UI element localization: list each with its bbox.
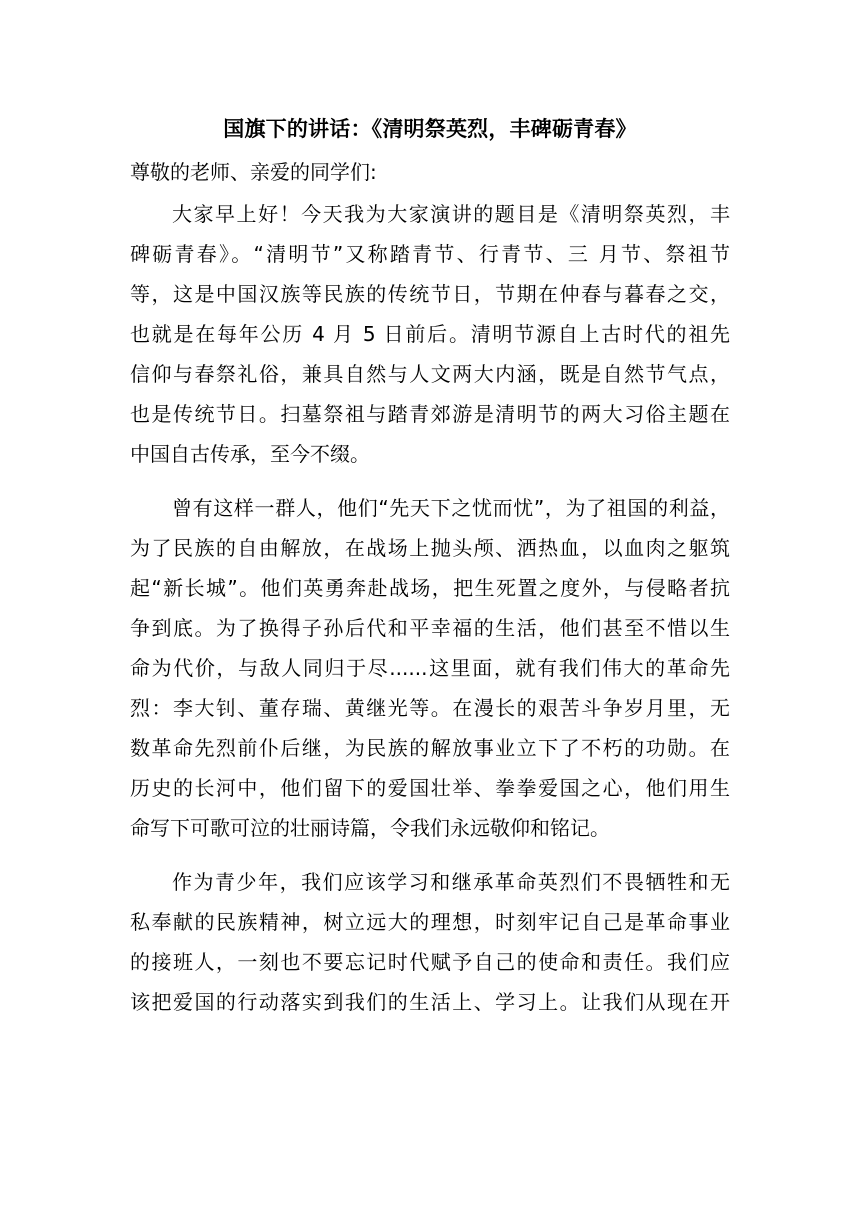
paragraph-line: 大家早上好！今天我为大家演讲的题目是《清明祭英烈，丰 xyxy=(172,202,730,226)
paragraph-line: 中国自古传承，至今不缀。 xyxy=(130,442,370,466)
paragraph-line: 争到底。为了换得子孙后代和平幸福的生活，他们甚至不惜以生 xyxy=(130,616,730,640)
paragraph-line: 碑砺青春》。“清明节”又称踏青节、行青节、三 月节、祭祖节 xyxy=(130,242,730,266)
paragraph-line: 烈：李大钊、董存瑞、黄继光等。在漫长的艰苦斗争岁月里，无 xyxy=(130,696,730,720)
paragraph-line: 私奉献的民族精神，树立远大的理想，时刻牢记自己是革命事业 xyxy=(130,910,730,934)
paragraph-youth xyxy=(130,862,730,1022)
paragraph-line: 该把爱国的行动落实到我们的生活上、学习上。让我们从现在开 xyxy=(130,990,730,1014)
paragraph-line: 也就是在每年公历 4 月 5 日前后。清明节源自上古时代的祖先 xyxy=(130,322,730,346)
paragraph-line: 数革命先烈前仆后继，为民族的解放事业立下了不朽的功勋。在 xyxy=(130,736,730,760)
paragraph-line: 的接班人，一刻也不要忘记时代赋予自己的使命和责任。我们应 xyxy=(130,950,730,974)
paragraph-line: 作为青少年，我们应该学习和继承革命英烈们不畏牺牲和无 xyxy=(172,870,730,894)
paragraph-line: 信仰与春祭礼俗，兼具自然与人文两大内涵，既是自然节气点， xyxy=(130,362,730,386)
document-page xyxy=(130,104,730,1036)
speech-title: 国旗下的讲话：《清明祭英烈，丰碑砺青春》 xyxy=(223,117,637,141)
paragraph-line: 起“新长城”。他们英勇奔赴战场，把生死置之度外，与侵略者抗 xyxy=(130,576,730,600)
paragraph-line: 也是传统节日。扫墓祭祖与踏青郊游是清明节的两大习俗主题在 xyxy=(130,402,730,426)
salutation: 尊敬的老师、亲爱的同学们: xyxy=(130,160,377,184)
paragraph-intro xyxy=(130,194,730,474)
paragraph-line: 曾有这样一群人，他们“先天下之忧而忧”，为了祖国的利益， xyxy=(172,496,730,520)
paragraph-line: 命为代价，与敌人同归于尽......这里面，就有我们伟大的革命先 xyxy=(130,656,730,680)
paragraph-line: 等，这是中国汉族等民族的传统节日，节期在仲春与暮春之交， xyxy=(130,282,730,306)
paragraph-line: 为了民族的自由解放，在战场上抛头颅、洒热血，以血肉之躯筑 xyxy=(130,536,730,560)
paragraph-line: 历史的长河中，他们留下的爱国壮举、拳拳爱国之心，他们用生 xyxy=(130,776,730,800)
paragraph-martyrs xyxy=(130,488,730,848)
paragraph-line: 命写下可歌可泣的壮丽诗篇，令我们永远敬仰和铭记。 xyxy=(130,816,610,840)
